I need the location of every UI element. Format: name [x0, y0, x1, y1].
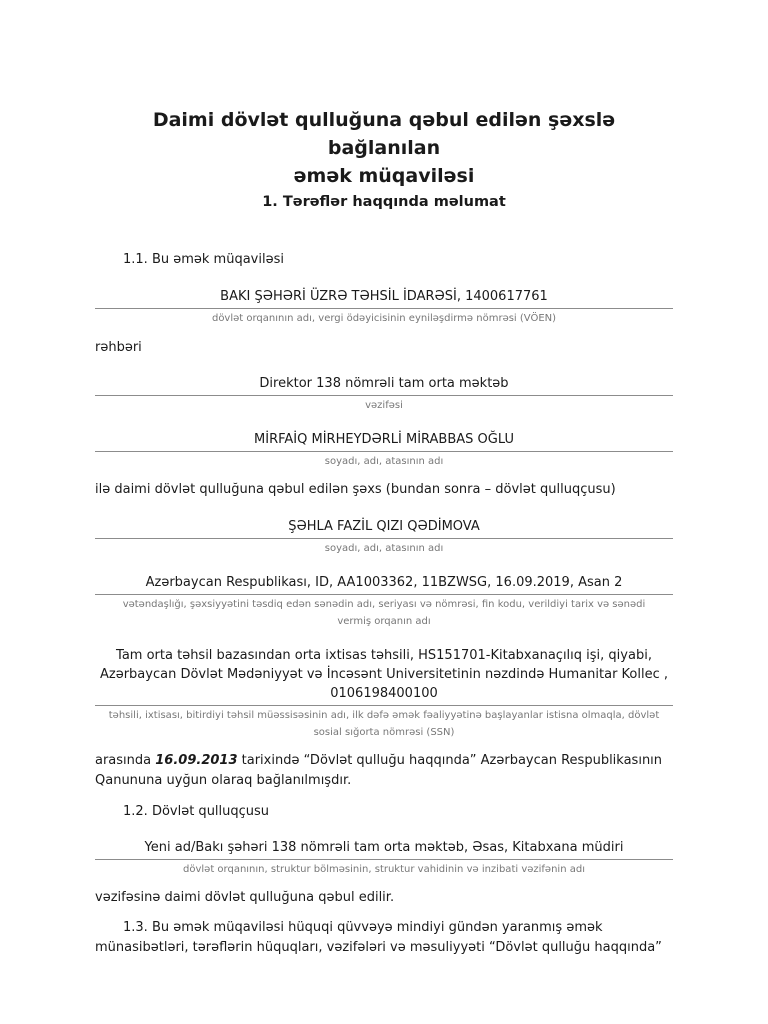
clause-1-3-line1: 1.3. Bu əmək müqaviləsi hüquqi qüvvəyə mindiyi gündən yaranmış əmək	[123, 920, 603, 935]
position-caption: vəzifəsi	[365, 400, 403, 411]
citizenship-value: Azərbaycan Respublikası, ID, AA1003362, 11BZWSG, 16.09.2019, Asan 2	[95, 573, 673, 595]
workplace-field	[95, 838, 673, 878]
document-title-line1: Daimi dövlət qulluğuna qəbul edilən şəxslə bağlanılan	[152, 109, 616, 159]
employee-name-caption: soyadı, adı, atasının adı	[324, 543, 444, 554]
accepted-text: vəzifəsinə daimi dövlət qulluğuna qəbul edilir.	[95, 890, 395, 905]
education-value-line3: 0106198400100	[330, 686, 438, 701]
clause-1-3	[95, 918, 673, 958]
employee-name-value: ŞƏHLA FAZİL QIZI QƏDİMOVA	[95, 517, 673, 539]
document-title	[95, 106, 673, 190]
contract-date-value: 16.09.2013	[155, 753, 238, 768]
education-value-line2: Azərbaycan Dövlət Mədəniyyət və İncəsənt Universitetinin nəzdində Humanitar Kollec ,	[99, 667, 669, 682]
employee-intro-text: ilə daimi dövlət qulluğuna qəbul edilən şəxs (bundan sonra – dövlət qulluqçusu)	[95, 482, 616, 497]
clause-1-2: 1.2. Dövlət qulluqçusu	[123, 804, 270, 819]
education-caption	[95, 706, 673, 741]
citizenship-caption-line1: vətəndaşlığı, şəxsiyyətini təsdiq edən sənədin adı, seriyası və nömrəsi, fin kodu, verildiyi tarix və sənədi	[122, 599, 646, 610]
education-caption-line2: sosial sığorta nömrəsi (SSN)	[313, 727, 455, 738]
position-field	[95, 374, 673, 414]
document-title-line2: əmək müqaviləsi	[293, 165, 475, 187]
rehberi-text: rəhbəri	[95, 340, 142, 355]
position-value: Direktor 138 nömrəli tam orta məktəb	[95, 374, 673, 396]
citizenship-field	[95, 573, 673, 630]
contract-date-suffix: tarixində “Dövlət qulluğu haqqında” Azərbaycan Respublikasının	[237, 753, 663, 768]
workplace-value: Yeni ad/Bakı şəhəri 138 nömrəli tam orta məktəb, Əsas, Kitabxana müdiri	[95, 838, 673, 860]
contract-date-paragraph	[95, 751, 673, 791]
head-name-field	[95, 430, 673, 470]
section-1-heading: 1. Tərəflər haqqında məlumat	[262, 194, 506, 210]
contract-date-line2: Qanununa uyğun olaraq bağlanılmışdır.	[95, 773, 352, 788]
citizenship-caption	[95, 595, 673, 630]
employee-name-field	[95, 517, 673, 557]
clause-1-3-line2: münasibətləri, tərəflərin hüquqları, vəzifələri və məsuliyyəti “Dövlət qulluğu haqqında”	[95, 940, 662, 955]
education-value	[95, 646, 673, 706]
head-name-value: MİRFAİQ MİRHEYDƏRLİ MİRABBAS OĞLU	[95, 430, 673, 452]
education-value-line1: Tam orta təhsil bazasından orta ixtisas təhsili, HS151701-Kitabxanaçılıq işi, qiyabi,	[116, 648, 652, 663]
education-field	[95, 646, 673, 741]
workplace-caption: dövlət orqanının, struktur bölməsinin, struktur vahidinin və inzibati vəzifənin adı	[183, 864, 585, 875]
organization-value: BAKI ŞƏHƏRİ ÜZRƏ TƏHSİL İDARƏSİ, 1400617761	[95, 287, 673, 309]
citizenship-caption-line2: vermiş orqanın adı	[337, 616, 431, 627]
clause-1-1: 1.1. Bu əmək müqaviləsi	[123, 252, 284, 267]
head-name-caption: soyadı, adı, atasının adı	[324, 456, 444, 467]
education-caption-line1: təhsili, ixtisası, bitirdiyi təhsil müəssisəsinin adı, ilk dəfə əmək fəaliyyətinə başlayanlar istisna olmaqla, dövlət	[108, 710, 660, 721]
contract-date-prefix: arasında	[95, 753, 156, 768]
organization-caption: dövlət orqanının adı, vergi ödəyicisinin eyniləşdirmə nömrəsi (VÖEN)	[211, 313, 557, 324]
organization-field	[95, 287, 673, 327]
